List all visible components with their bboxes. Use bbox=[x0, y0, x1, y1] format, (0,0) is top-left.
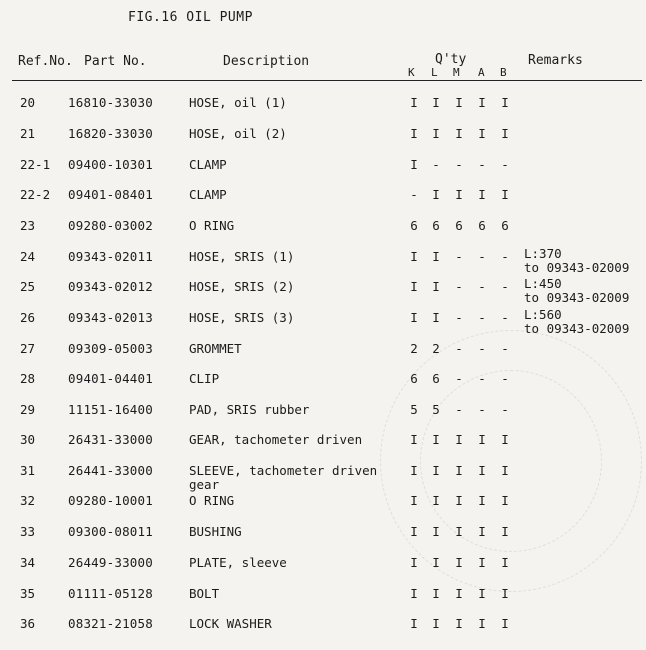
description-cell: PLATE, sleeve bbox=[189, 555, 287, 570]
table-row bbox=[0, 463, 646, 493]
qty-cell: - bbox=[455, 341, 463, 356]
part-no-cell: 09343-02013 bbox=[68, 310, 153, 325]
description-cell: CLAMP bbox=[189, 187, 227, 202]
qty-cell: - bbox=[455, 310, 463, 325]
qty-cell: - bbox=[478, 341, 486, 356]
header-part-no: Part No. bbox=[84, 54, 147, 69]
header-description: Description bbox=[223, 54, 310, 69]
description-cell: CLAMP bbox=[189, 157, 227, 172]
header-qty: Q'ty bbox=[435, 52, 467, 67]
qty-cell: 2 bbox=[432, 341, 440, 356]
part-no-cell: 09300-08011 bbox=[68, 524, 153, 539]
ref-no-cell: 30 bbox=[20, 432, 36, 447]
qty-cell: I bbox=[432, 95, 440, 110]
table-row bbox=[0, 493, 646, 523]
qty-cell: I bbox=[455, 126, 463, 141]
qty-cell: 6 bbox=[432, 371, 440, 386]
qty-cell: I bbox=[432, 310, 440, 325]
ref-no-cell: 21 bbox=[20, 126, 36, 141]
description-cell: CLIP bbox=[189, 371, 220, 386]
qty-cell: 6 bbox=[478, 218, 486, 233]
table-row bbox=[0, 524, 646, 554]
qty-cell: - bbox=[478, 249, 486, 264]
qty-cell: I bbox=[455, 586, 463, 601]
qty-cell: I bbox=[478, 187, 486, 202]
ref-no-cell: 33 bbox=[20, 524, 36, 539]
qty-cell: I bbox=[501, 187, 509, 202]
qty-cell: I bbox=[455, 555, 463, 570]
table-row bbox=[0, 555, 646, 585]
ref-no-cell: 31 bbox=[20, 463, 36, 478]
table-row bbox=[0, 371, 646, 401]
remarks-cell bbox=[524, 247, 629, 275]
table-row bbox=[0, 341, 646, 371]
qty-cell: I bbox=[478, 432, 486, 447]
qty-cell: 2 bbox=[410, 341, 418, 356]
qty-cell: I bbox=[455, 187, 463, 202]
qty-cell: I bbox=[478, 126, 486, 141]
table-row bbox=[0, 586, 646, 616]
qty-cell: I bbox=[455, 493, 463, 508]
ref-no-cell: 25 bbox=[20, 279, 36, 294]
description-cell: HOSE, SRIS (3) bbox=[189, 310, 295, 325]
qty-cell: - bbox=[501, 249, 509, 264]
table-row bbox=[0, 616, 646, 646]
qty-cell: I bbox=[478, 586, 486, 601]
qty-cell: I bbox=[410, 310, 418, 325]
ref-no-cell: 20 bbox=[20, 95, 36, 110]
qty-cell: I bbox=[501, 586, 509, 601]
table-row bbox=[0, 126, 646, 156]
qty-cell: I bbox=[410, 463, 418, 478]
qty-cell: - bbox=[410, 187, 418, 202]
qty-col-m: M bbox=[453, 66, 460, 79]
ref-no-cell: 27 bbox=[20, 341, 36, 356]
qty-cell: - bbox=[478, 310, 486, 325]
qty-cell: I bbox=[455, 95, 463, 110]
qty-cell: - bbox=[501, 402, 509, 417]
ref-no-cell: 24 bbox=[20, 249, 36, 264]
qty-cell: I bbox=[478, 524, 486, 539]
remarks-line-supersede: to 09343-02009 bbox=[524, 290, 630, 305]
ref-no-cell: 22-2 bbox=[20, 187, 51, 202]
qty-cell: I bbox=[432, 586, 440, 601]
part-no-cell: 09401-08401 bbox=[68, 187, 153, 202]
qty-cell: I bbox=[432, 555, 440, 570]
header-rule bbox=[12, 80, 642, 81]
qty-cell: 5 bbox=[410, 402, 418, 417]
qty-cell: - bbox=[501, 310, 509, 325]
part-no-cell: 09401-04401 bbox=[68, 371, 153, 386]
table-row bbox=[0, 432, 646, 462]
remarks-line-length: L:450 bbox=[524, 276, 562, 291]
qty-cell: I bbox=[455, 432, 463, 447]
qty-cell: I bbox=[432, 249, 440, 264]
qty-col-k: K bbox=[408, 66, 415, 79]
remarks-line-supersede: to 09343-02009 bbox=[524, 321, 630, 336]
part-no-cell: 16810-33030 bbox=[68, 95, 153, 110]
part-no-cell: 26441-33000 bbox=[68, 463, 153, 478]
qty-cell: I bbox=[410, 586, 418, 601]
table-row bbox=[0, 246, 646, 279]
qty-cell: I bbox=[432, 524, 440, 539]
qty-cell: I bbox=[410, 157, 418, 172]
description-cell: HOSE, oil (1) bbox=[189, 95, 287, 110]
qty-cell: - bbox=[455, 279, 463, 294]
ref-no-cell: 22-1 bbox=[20, 157, 51, 172]
table-row bbox=[0, 157, 646, 187]
ref-no-cell: 35 bbox=[20, 586, 36, 601]
qty-cell: 6 bbox=[455, 218, 463, 233]
qty-cell: - bbox=[501, 279, 509, 294]
qty-cell: - bbox=[432, 157, 440, 172]
qty-cell: I bbox=[432, 126, 440, 141]
table-row bbox=[0, 95, 646, 125]
description-cell: GEAR, tachometer driven bbox=[189, 432, 363, 447]
qty-cell: - bbox=[501, 341, 509, 356]
qty-cell: I bbox=[501, 524, 509, 539]
ref-no-cell: 36 bbox=[20, 616, 36, 631]
qty-cell: I bbox=[410, 126, 418, 141]
table-row bbox=[0, 307, 646, 340]
qty-cell: - bbox=[478, 371, 486, 386]
table-row bbox=[0, 187, 646, 217]
qty-cell: I bbox=[410, 432, 418, 447]
table-row bbox=[0, 276, 646, 309]
description-cell: GROMMET bbox=[189, 341, 242, 356]
qty-cell: 5 bbox=[432, 402, 440, 417]
part-no-cell: 08321-21058 bbox=[68, 616, 153, 631]
qty-cell: I bbox=[501, 126, 509, 141]
part-no-cell: 09309-05003 bbox=[68, 341, 153, 356]
header-ref-no: Ref.No. bbox=[18, 54, 73, 69]
qty-cell: - bbox=[501, 371, 509, 386]
remarks-cell bbox=[524, 308, 629, 336]
qty-cell: 6 bbox=[410, 371, 418, 386]
remarks-line-supersede: to 09343-02009 bbox=[524, 260, 630, 275]
qty-cell: I bbox=[501, 95, 509, 110]
qty-col-b: B bbox=[500, 66, 507, 79]
description-cell: BUSHING bbox=[189, 524, 242, 539]
ref-no-cell: 34 bbox=[20, 555, 36, 570]
qty-cell: I bbox=[455, 616, 463, 631]
remarks-line-length: L:560 bbox=[524, 307, 562, 322]
qty-cell: I bbox=[410, 279, 418, 294]
part-no-cell: 26431-33000 bbox=[68, 432, 153, 447]
qty-col-a: A bbox=[478, 66, 485, 79]
description-cell: PAD, SRIS rubber bbox=[189, 402, 310, 417]
part-no-cell: 11151-16400 bbox=[68, 402, 153, 417]
qty-cell: 6 bbox=[501, 218, 509, 233]
qty-cell: I bbox=[501, 616, 509, 631]
qty-cell: I bbox=[455, 463, 463, 478]
qty-cell: I bbox=[432, 279, 440, 294]
qty-cell: I bbox=[478, 493, 486, 508]
description-cell: O RING bbox=[189, 493, 235, 508]
description-cell: LOCK WASHER bbox=[189, 616, 272, 631]
qty-cell: I bbox=[478, 555, 486, 570]
qty-cell: I bbox=[501, 463, 509, 478]
description-cell: BOLT bbox=[189, 586, 220, 601]
qty-cell: I bbox=[432, 616, 440, 631]
qty-cell: - bbox=[455, 249, 463, 264]
qty-cell: I bbox=[432, 493, 440, 508]
part-no-cell: 26449-33000 bbox=[68, 555, 153, 570]
ref-no-cell: 28 bbox=[20, 371, 36, 386]
description-cell: HOSE, SRIS (2) bbox=[189, 279, 295, 294]
header-remarks: Remarks bbox=[528, 53, 583, 68]
ref-no-cell: 29 bbox=[20, 402, 36, 417]
qty-cell: I bbox=[478, 95, 486, 110]
qty-cell: I bbox=[432, 187, 440, 202]
qty-cell: - bbox=[455, 371, 463, 386]
qty-cell: 6 bbox=[432, 218, 440, 233]
qty-cell: - bbox=[455, 402, 463, 417]
part-no-cell: 09343-02012 bbox=[68, 279, 153, 294]
part-no-cell: 09400-10301 bbox=[68, 157, 153, 172]
qty-cell: I bbox=[455, 524, 463, 539]
table-row bbox=[0, 402, 646, 432]
qty-cell: I bbox=[478, 463, 486, 478]
description-cell: O RING bbox=[189, 218, 235, 233]
qty-cell: I bbox=[410, 95, 418, 110]
qty-cell: I bbox=[478, 616, 486, 631]
part-no-cell: 01111-05128 bbox=[68, 586, 153, 601]
qty-cell: - bbox=[478, 279, 486, 294]
part-no-cell: 09280-10001 bbox=[68, 493, 153, 508]
qty-cell: - bbox=[478, 157, 486, 172]
qty-cell: - bbox=[501, 157, 509, 172]
qty-cell: I bbox=[501, 493, 509, 508]
description-cell: HOSE, SRIS (1) bbox=[189, 249, 295, 264]
qty-cell: - bbox=[478, 402, 486, 417]
part-no-cell: 09343-02011 bbox=[68, 249, 153, 264]
table-row bbox=[0, 218, 646, 248]
qty-cell: I bbox=[410, 616, 418, 631]
part-no-cell: 09280-03002 bbox=[68, 218, 153, 233]
ref-no-cell: 26 bbox=[20, 310, 36, 325]
description-cell: SLEEVE, tachometer driven bbox=[189, 463, 378, 478]
qty-cell: I bbox=[501, 432, 509, 447]
qty-cell: I bbox=[410, 249, 418, 264]
ref-no-cell: 32 bbox=[20, 493, 36, 508]
qty-cell: I bbox=[410, 493, 418, 508]
ref-no-cell: 23 bbox=[20, 218, 36, 233]
qty-col-l: L bbox=[431, 66, 438, 79]
remarks-line-length: L:370 bbox=[524, 246, 562, 261]
part-no-cell: 16820-33030 bbox=[68, 126, 153, 141]
qty-cell: I bbox=[501, 555, 509, 570]
remarks-cell bbox=[524, 277, 629, 305]
qty-cell: I bbox=[410, 524, 418, 539]
qty-cell: - bbox=[455, 157, 463, 172]
qty-cell: I bbox=[432, 432, 440, 447]
qty-cell: I bbox=[432, 463, 440, 478]
qty-cell: I bbox=[410, 555, 418, 570]
description-cell: HOSE, oil (2) bbox=[189, 126, 287, 141]
qty-cell: 6 bbox=[410, 218, 418, 233]
figure-title: FIG.16 OIL PUMP bbox=[128, 10, 253, 25]
description-continuation-cell: gear bbox=[189, 477, 220, 492]
